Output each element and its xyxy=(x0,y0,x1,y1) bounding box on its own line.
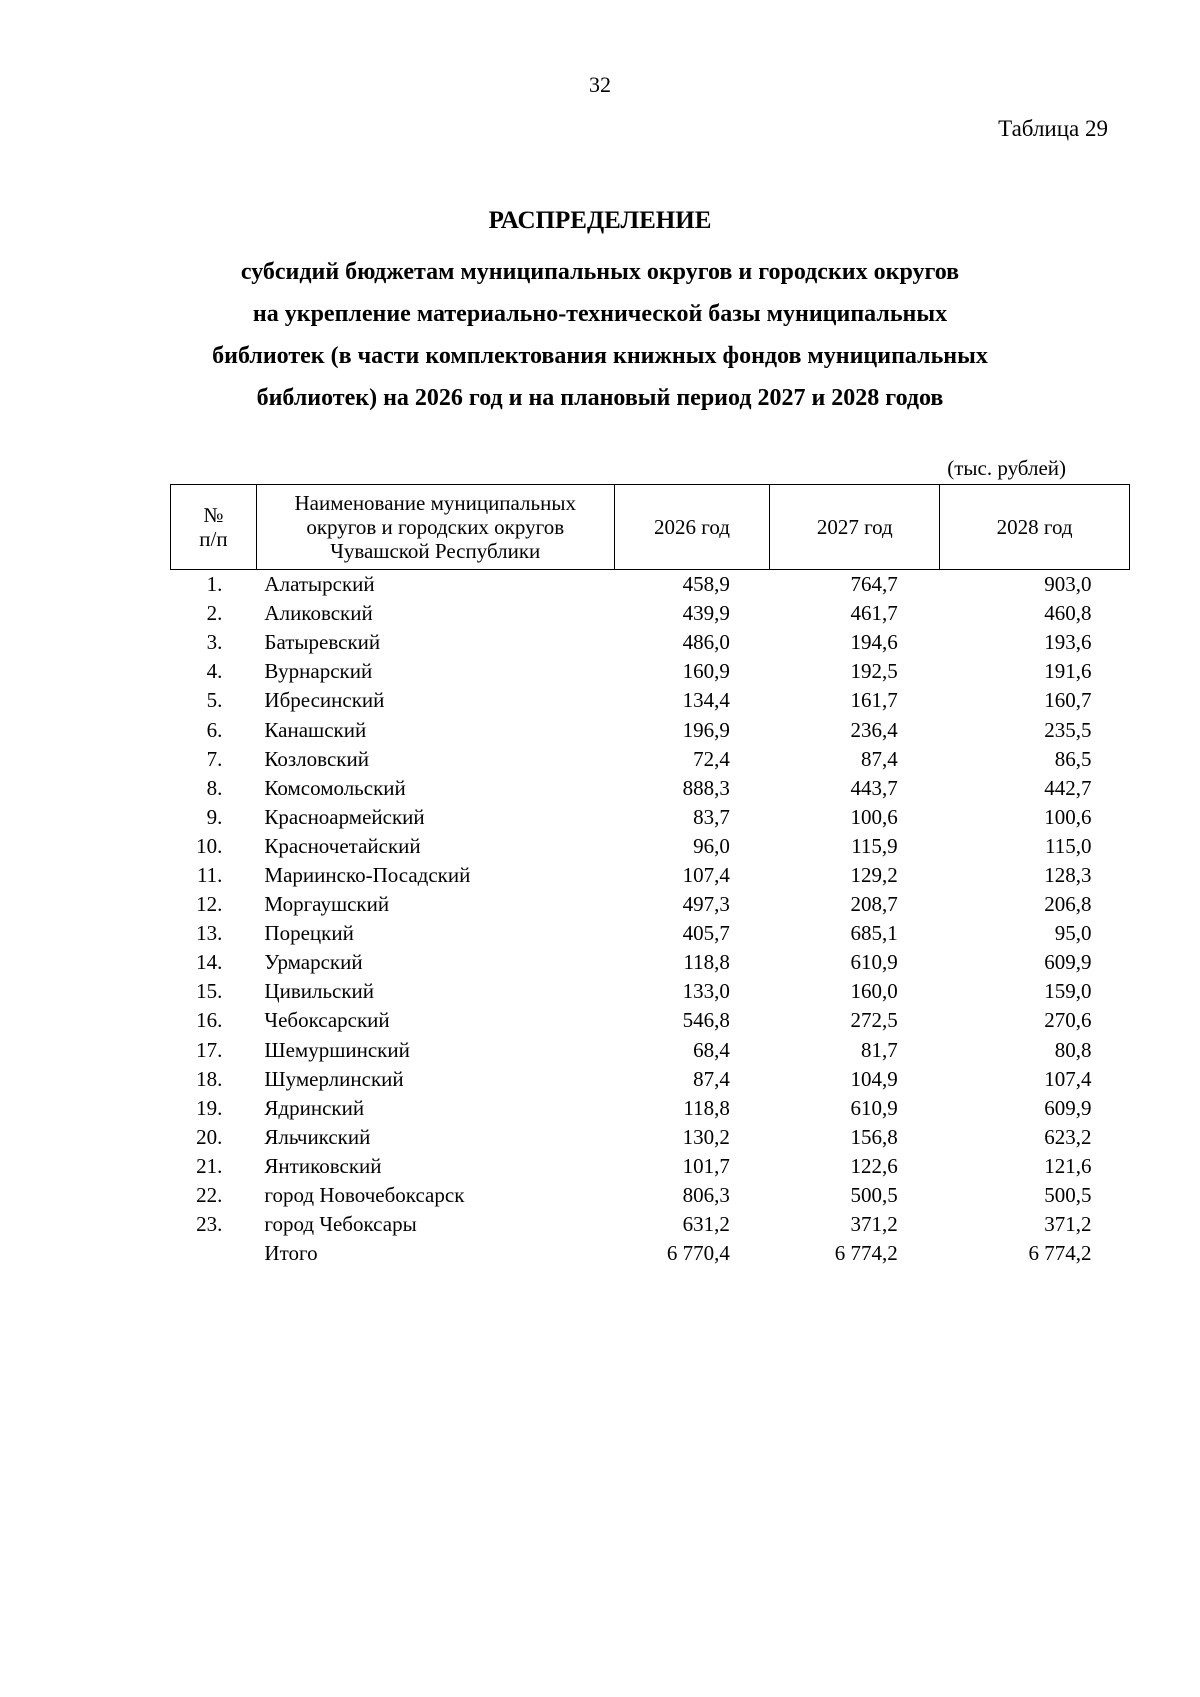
row-value-2028: 460,8 xyxy=(1044,601,1092,626)
total-value-2027: 6 774,2 xyxy=(834,1241,898,1266)
table-row xyxy=(171,1123,1130,1152)
row-value-2027: 81,7 xyxy=(860,1037,898,1062)
header-name-line-2: округов и городских округов xyxy=(306,515,565,539)
title-line-1: субсидий бюджетам муниципальных округов и городских округов xyxy=(240,259,960,285)
row-number: 5. xyxy=(206,688,223,713)
row-number: 12. xyxy=(196,892,223,917)
row-value-2026: 101,7 xyxy=(682,1153,730,1178)
row-value-2026: 497,3 xyxy=(682,892,730,917)
row-value-2028: 128,3 xyxy=(1044,862,1092,887)
row-value-2027: 156,8 xyxy=(850,1124,898,1149)
row-value-2027: 443,7 xyxy=(850,775,898,800)
distribution-table xyxy=(170,484,1130,1268)
row-value-2027: 161,7 xyxy=(850,688,898,713)
row-name: Ядринский xyxy=(264,1095,365,1120)
row-name: Порецкий xyxy=(264,921,354,946)
row-name: Красночетайский xyxy=(264,833,421,858)
row-name: город Новочебоксарск xyxy=(264,1183,465,1208)
row-value-2028: 206,8 xyxy=(1044,892,1092,917)
row-name: Канашский xyxy=(264,717,367,742)
row-name: Мариинско-Посадский xyxy=(264,862,471,887)
row-number: 17. xyxy=(196,1037,223,1062)
row-value-2028: 160,7 xyxy=(1044,688,1092,713)
row-value-2027: 685,1 xyxy=(850,921,898,946)
row-value-2026: 134,4 xyxy=(682,688,730,713)
table-row xyxy=(171,803,1130,832)
row-number: 19. xyxy=(196,1095,223,1120)
row-value-2026: 118,8 xyxy=(683,950,730,975)
table-row xyxy=(171,890,1130,919)
row-number: 14. xyxy=(196,950,223,975)
row-value-2027: 160,0 xyxy=(850,979,898,1004)
row-value-2026: 631,2 xyxy=(682,1212,730,1237)
row-value-2026: 806,3 xyxy=(682,1183,730,1208)
total-value-2028: 6 774,2 xyxy=(1028,1241,1092,1266)
row-value-2028: 903,0 xyxy=(1044,572,1092,597)
table-row xyxy=(171,599,1130,628)
row-name: Янтиковский xyxy=(264,1153,382,1178)
row-value-2027: 610,9 xyxy=(850,950,898,975)
row-value-2027: 610,9 xyxy=(850,1095,898,1120)
total-row xyxy=(171,1239,1130,1268)
row-value-2026: 68,4 xyxy=(693,1037,730,1062)
row-name: Шемуршинский xyxy=(264,1037,410,1062)
row-name: город Чебоксары xyxy=(264,1212,417,1237)
row-name: Яльчикский xyxy=(264,1124,371,1149)
row-value-2028: 121,6 xyxy=(1044,1153,1092,1178)
table-row xyxy=(171,832,1130,861)
table-row xyxy=(171,774,1130,803)
table-row xyxy=(171,628,1130,657)
row-value-2026: 72,4 xyxy=(693,746,730,771)
table-row xyxy=(171,1152,1130,1181)
row-number: 3. xyxy=(206,630,223,655)
row-value-2028: 235,5 xyxy=(1044,717,1092,742)
row-value-2026: 196,9 xyxy=(682,717,730,742)
title-line-3: библиотек (в части комплектования книжных фондов муниципальных xyxy=(212,343,988,369)
row-value-2026: 130,2 xyxy=(682,1124,730,1149)
header-num xyxy=(171,485,257,570)
row-number: 10. xyxy=(196,833,223,858)
row-value-2027: 122,6 xyxy=(850,1153,898,1178)
row-number: 20. xyxy=(196,1124,223,1149)
header-name xyxy=(256,485,614,570)
row-value-2027: 192,5 xyxy=(850,659,898,684)
title-line-4: библиотек) на 2026 год и на плановый период 2027 и 2028 годов xyxy=(256,385,944,411)
table-row xyxy=(171,745,1130,774)
row-name: Шумерлинский xyxy=(264,1066,404,1091)
row-value-2027: 129,2 xyxy=(850,862,898,887)
header-2027: 2027 год xyxy=(770,485,940,570)
title-main: РАСПРЕДЕЛЕНИЕ xyxy=(488,207,712,234)
table-row xyxy=(171,1094,1130,1123)
row-number: 4. xyxy=(206,659,223,684)
row-number: 15. xyxy=(196,979,223,1004)
table-row xyxy=(171,686,1130,715)
row-value-2028: 371,2 xyxy=(1044,1212,1092,1237)
table-number: Таблица 29 xyxy=(998,116,1108,141)
table-row xyxy=(171,1036,1130,1065)
row-value-2028: 159,0 xyxy=(1044,979,1092,1004)
row-value-2027: 272,5 xyxy=(850,1008,898,1033)
row-value-2028: 107,4 xyxy=(1044,1066,1092,1091)
table-row xyxy=(171,1065,1130,1094)
table-row xyxy=(171,919,1130,948)
row-number: 2. xyxy=(206,601,223,626)
row-value-2026: 546,8 xyxy=(682,1008,730,1033)
title-line-2: на укрепление материально-технической базы муниципальных xyxy=(252,301,948,327)
row-value-2028: 95,0 xyxy=(1054,921,1092,946)
row-value-2028: 500,5 xyxy=(1044,1183,1092,1208)
total-number-empty xyxy=(171,1239,257,1268)
row-value-2027: 764,7 xyxy=(850,572,898,597)
row-value-2026: 107,4 xyxy=(682,862,730,887)
row-number: 8. xyxy=(206,775,223,800)
row-value-2027: 104,9 xyxy=(850,1066,898,1091)
row-name: Красноармейский xyxy=(264,804,425,829)
total-value-2026: 6 770,4 xyxy=(666,1241,730,1266)
row-value-2026: 96,0 xyxy=(693,833,730,858)
row-number: 6. xyxy=(206,717,223,742)
row-name: Моргаушский xyxy=(264,892,390,917)
row-name: Батыревский xyxy=(264,630,381,655)
row-value-2026: 405,7 xyxy=(682,921,730,946)
row-number: 1. xyxy=(206,572,223,597)
row-value-2028: 270,6 xyxy=(1044,1008,1092,1033)
page-number: 32 xyxy=(589,72,611,97)
total-label: Итого xyxy=(264,1241,318,1266)
row-value-2028: 191,6 xyxy=(1044,659,1092,684)
row-value-2028: 193,6 xyxy=(1044,630,1092,655)
row-value-2028: 623,2 xyxy=(1044,1124,1092,1149)
row-value-2026: 888,3 xyxy=(682,775,730,800)
row-number: 13. xyxy=(196,921,223,946)
table-row xyxy=(171,570,1130,600)
row-value-2028: 442,7 xyxy=(1044,775,1092,800)
row-value-2028: 80,8 xyxy=(1054,1037,1092,1062)
row-value-2027: 100,6 xyxy=(850,804,898,829)
table-row xyxy=(171,1006,1130,1035)
row-value-2027: 461,7 xyxy=(850,601,898,626)
row-name: Аликовский xyxy=(264,601,373,626)
row-value-2027: 236,4 xyxy=(850,717,898,742)
row-number: 18. xyxy=(196,1066,223,1091)
header-num-line-1: № xyxy=(203,503,224,527)
row-name: Алатырский xyxy=(264,572,375,597)
row-name: Козловский xyxy=(264,746,369,771)
table-row xyxy=(171,948,1130,977)
row-number: 11. xyxy=(196,862,223,887)
row-name: Чебоксарский xyxy=(264,1008,390,1033)
header-name-line-3: Чувашской Республики xyxy=(330,539,541,563)
unit-note: (тыс. рублей) xyxy=(947,456,1066,480)
row-value-2026: 458,9 xyxy=(682,572,730,597)
row-value-2026: 118,8 xyxy=(683,1095,730,1120)
row-value-2026: 486,0 xyxy=(682,630,730,655)
row-value-2028: 609,9 xyxy=(1044,1095,1092,1120)
row-value-2026: 439,9 xyxy=(682,601,730,626)
row-value-2027: 87,4 xyxy=(860,746,898,771)
row-value-2027: 500,5 xyxy=(850,1183,898,1208)
row-name: Вурнарский xyxy=(264,659,373,684)
row-value-2026: 133,0 xyxy=(682,979,730,1004)
table-row xyxy=(171,715,1130,744)
row-number: 22. xyxy=(196,1183,223,1208)
header-2026: 2026 год xyxy=(614,485,770,570)
row-number: 23. xyxy=(196,1212,223,1237)
row-value-2027: 208,7 xyxy=(850,892,898,917)
row-number: 21. xyxy=(196,1153,223,1178)
table-row xyxy=(171,1210,1130,1239)
row-value-2028: 115,0 xyxy=(1045,833,1092,858)
row-name: Комсомольский xyxy=(264,775,406,800)
row-value-2027: 194,6 xyxy=(850,630,898,655)
document-title xyxy=(100,200,1100,419)
row-number: 16. xyxy=(196,1008,223,1033)
header-name-line-1: Наименование муниципальных xyxy=(294,491,576,515)
row-value-2026: 83,7 xyxy=(693,804,730,829)
row-number: 7. xyxy=(206,746,223,771)
row-value-2027: 371,2 xyxy=(850,1212,898,1237)
header-2028: 2028 год xyxy=(940,485,1130,570)
row-name: Урмарский xyxy=(264,950,363,975)
table-row xyxy=(171,861,1130,890)
header-num-line-2: п/п xyxy=(199,527,228,551)
row-number: 9. xyxy=(206,804,223,829)
row-value-2026: 160,9 xyxy=(682,659,730,684)
row-value-2028: 609,9 xyxy=(1044,950,1092,975)
row-value-2028: 86,5 xyxy=(1054,746,1092,771)
row-value-2026: 87,4 xyxy=(693,1066,730,1091)
table-row xyxy=(171,1181,1130,1210)
table-body xyxy=(171,570,1130,1269)
table-header-row xyxy=(171,485,1130,570)
row-name: Ибресинский xyxy=(264,688,385,713)
table-row xyxy=(171,977,1130,1006)
table-row xyxy=(171,657,1130,686)
row-value-2028: 100,6 xyxy=(1044,804,1092,829)
row-name: Цивильский xyxy=(264,979,375,1004)
row-value-2027: 115,9 xyxy=(851,833,898,858)
